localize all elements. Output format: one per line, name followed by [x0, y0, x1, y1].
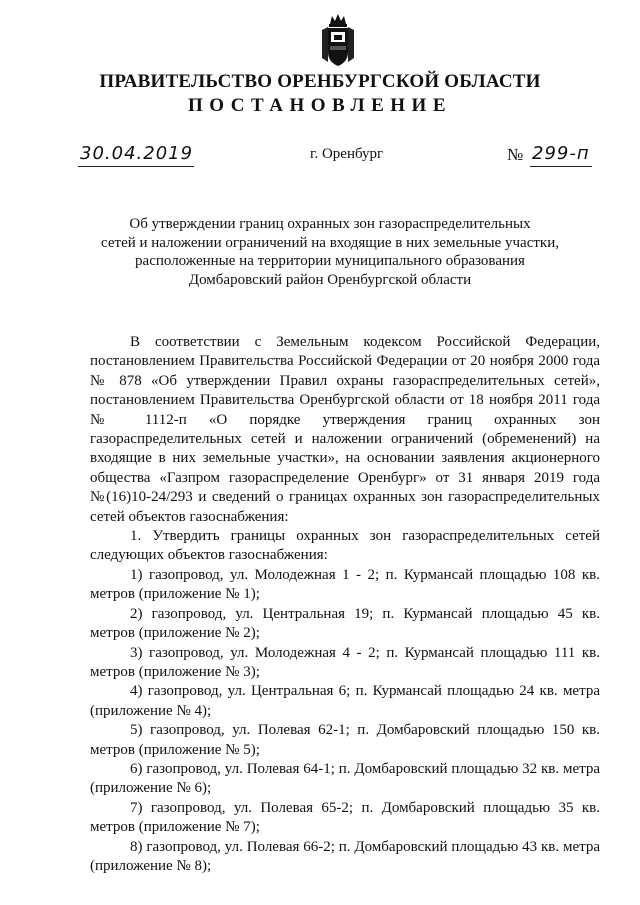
list-item: 3) газопровод, ул. Молодежная 4 - 2; п. Курмансай площадью 111 кв. метров (приложение № 3); [90, 644, 600, 680]
list-item: 8) газопровод, ул. Полевая 66-2; п. Домбаровский площадью 43 кв. метра (приложение № 8); [90, 838, 600, 874]
clause-paragraph: 1. Утвердить границы охранных зон газораспределительных сетей следующих объектов газоснабжения: [90, 528, 600, 564]
preamble-paragraph: В соответствии с Земельным кодексом Российской Федерации, постановлением Правительства Российской Федерации от 20 ноября 2000 года № 878 «Об утверждении Правил охраны газораспределительных сетей», постановлением Правительства Оренбургской области от 18 ноября 2011 года № 1112-п «О порядке утверждения границ охранных зон газораспределительных сетей и наложении ограничений (обременений) на входящие в них земельные участки», на основании заявления акционерного общества «Газпром газораспределение Оренбург» от 31 января 2019 года №(16)10-24/293 и сведений о границах охранных зон газораспределительных сетей объектов газоснабжения: [90, 334, 600, 525]
subject-line: расположенные на территории муниципального образования [135, 253, 525, 269]
list-item: 1) газопровод, ул. Молодежная 1 - 2; п. Курмансай площадью 108 кв. метров (приложение № 1); [90, 566, 600, 603]
list-item: 2) газопровод, ул. Центральная 19; п. Курмансай площадью 45 кв. метров (приложение № 2); [90, 605, 600, 642]
list-item: 7) газопровод, ул. Полевая 65-2; п. Домбаровский площадью 35 кв. метров (приложение № 7); [90, 799, 600, 836]
list-item: 5) газопровод, ул. Полевая 62-1; п. Домбаровский площадью 150 кв. метров (приложение № 5); [90, 722, 600, 758]
number-underline [530, 166, 592, 167]
list-item: 4) газопровод, ул. Центральная 6; п. Курмансай площадью 24 кв. метра (приложение № 4); [90, 683, 600, 719]
organization-title: ПРАВИТЕЛЬСТВО ОРЕНБУРГСКОЙ ОБЛАСТИ [99, 71, 541, 92]
number-label: № [507, 145, 524, 164]
subject-line: сетей и наложении ограничений на входящие в них земельные участки, [101, 234, 559, 251]
document-type: ПОСТАНОВЛЕНИЕ [187, 95, 453, 116]
subject-line: Об утверждении границ охранных зон газораспределительных [129, 216, 531, 232]
subject-line: Домбаровский район Оренбургской области [188, 271, 472, 288]
coat-of-arms-icon [318, 12, 358, 68]
document-body [90, 333, 600, 876]
document-city: г. Оренбург [310, 146, 384, 162]
date-underline [78, 166, 194, 167]
document-subject [100, 215, 560, 289]
document-date: 30.04.2019 [80, 143, 194, 164]
list-item: 6) газопровод, ул. Полевая 64-1; п. Домбаровский площадью 32 кв. метра (приложение № 6); [90, 760, 600, 797]
document-number: 299-п [532, 143, 590, 164]
